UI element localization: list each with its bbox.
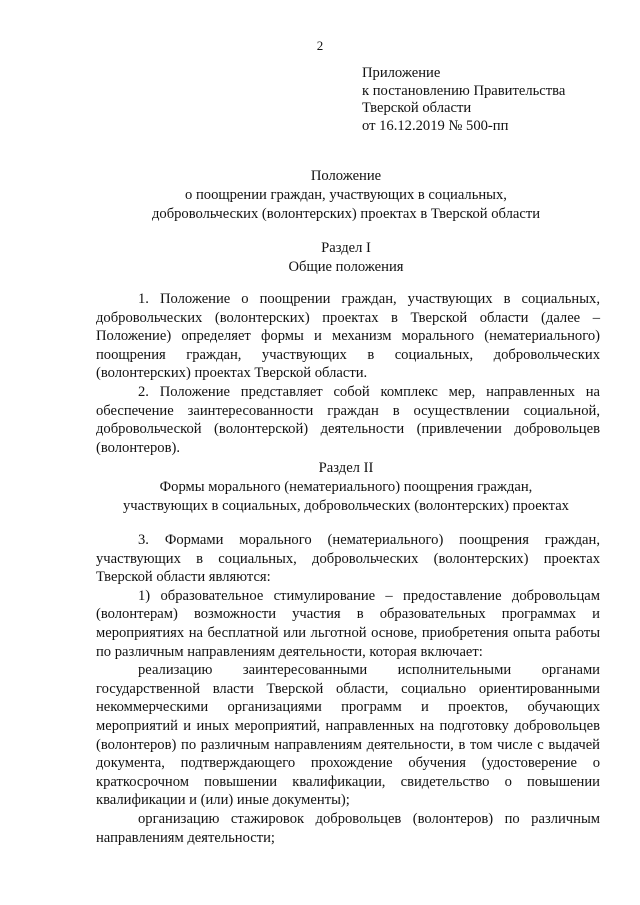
- appendix-line: Тверской области: [362, 100, 472, 116]
- appendix-line: к постановлению Правительства: [362, 82, 566, 99]
- paragraph: 2. Положение представляет собой комплекс мер, направленных на обеспечение заинтересованности граждан в осуществлении социальной, добровольческой (волонтерской) деятельности (привлечении добровольцев (волонтеров).: [96, 383, 600, 456]
- section-2-body: [96, 531, 600, 847]
- paragraph: организацию стажировок добровольцев (волонтеров) по различным направлениям деятельности;: [96, 810, 600, 846]
- paragraph: 1. Положение о поощрении граждан, участвующих в социальных, добровольческих (волонтерских) проектах в Тверской области (далее – Положение) определяет формы и механизм морального (нематериального) поощрения граждан, участвующих в социальных, добровольческих (волонтерских) проектах Тверской области.: [96, 291, 600, 382]
- title-heading: Положение: [310, 168, 382, 184]
- section-subheading: Общие положения: [288, 259, 404, 275]
- appendix-note: [362, 65, 632, 135]
- section-heading: Раздел II: [318, 460, 374, 476]
- section-1-body: [96, 290, 600, 457]
- appendix-line: от 16.12.2019 № 500-пп: [362, 117, 509, 134]
- document-title: [86, 167, 606, 224]
- appendix-line: Приложение: [362, 65, 441, 81]
- paragraph: 3. Формами морального (нематериального) поощрения граждан, участвующих в социальных, добровольческих (волонтерских) проектах Тверской области являются:: [96, 532, 600, 586]
- section-2-header: [86, 459, 606, 516]
- section-1-header: [86, 239, 606, 277]
- section-subheading: участвующих в социальных, добровольческих (волонтерских) проектах: [123, 498, 569, 514]
- section-subheading: Формы морального (нематериального) поощрения граждан,: [159, 479, 533, 495]
- list-item: 1) образовательное стимулирование – предоставление добровольцам (волонтерам) возможности участия в образовательных программах и мероприятиях на бесплатной или льготной основе, приобретения опыта работы по различным направлениям деятельности, которая включает:: [96, 587, 600, 660]
- title-line: добровольческих (волонтерских) проектах в Тверской области: [151, 206, 541, 222]
- title-line: о поощрении граждан, участвующих в социальных,: [185, 187, 507, 203]
- section-heading: Раздел I: [321, 240, 371, 256]
- page-number: 2: [316, 38, 324, 53]
- paragraph: реализацию заинтересованными исполнительными органами государственной власти Тверской области, социально ориентированными некоммерческими организациями программ и проектов, обучающих мероприятий и иных мероприятий, направленных на подготовку добровольцев (волонтеров) по различным направлениям деятельности, в том числе с выдачей документа, подтверждающего прохождение обучения (удостоверение о краткосрочном повышении квалификации, свидетельство о повышении квалификации и (или) иные документы);: [96, 662, 600, 809]
